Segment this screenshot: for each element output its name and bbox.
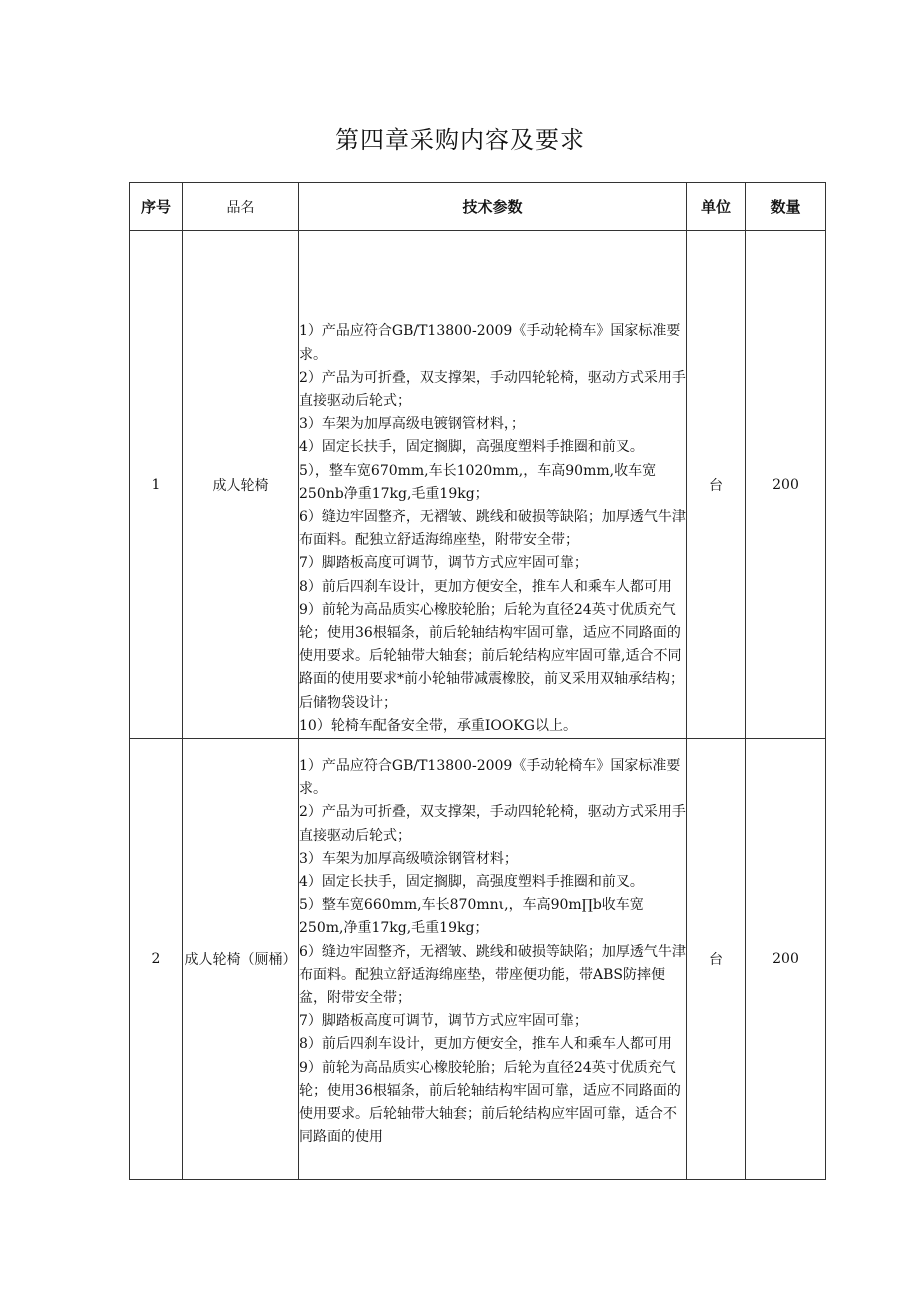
spec-line: 3）车架为加厚高级电镀钢管材料，； <box>299 416 525 433</box>
spec-line: 2）产品为可折叠，双支撑架，手动四轮轮椅，驱动方式采用手直接驱动后轮式； <box>299 369 686 409</box>
row-unit: 台 <box>687 231 746 739</box>
row-spec <box>299 231 687 739</box>
header-index: 序号 <box>130 183 183 231</box>
procurement-table <box>129 182 826 1180</box>
spec-line: 4）固定长扶手，固定搁脚，高强度塑料手推圈和前叉。 <box>299 874 644 891</box>
spec-line: 8）前后四刹车设计，更加方便安全，推车人和乘车人都可用 <box>299 578 672 595</box>
spec-line: 10）轮椅车配备安全带，承重IOOKG以上。 <box>299 717 577 734</box>
table-row <box>130 739 826 1180</box>
spec-line: 8）前后四刹车设计，更加方便安全，推车人和乘车人都可用 <box>299 1036 672 1053</box>
spec-line: 3）车架为加厚高级喷涂钢管材料； <box>299 850 518 867</box>
table-row <box>130 231 826 739</box>
header-name: 品名 <box>183 183 299 231</box>
row-unit: 台 <box>687 739 746 1180</box>
row-spec <box>299 739 687 1180</box>
row-index: 2 <box>130 739 183 1180</box>
row-index: 1 <box>130 231 183 739</box>
spec-line: 7）脚踏板高度可调节，调节方式应牢固可靠； <box>299 555 588 572</box>
spec-line: 6）缝边牢固整齐，无褶皱、跳线和破损等缺陷；加厚透气牛津布面料。配独立舒适海绵座垫，附带安全带； <box>299 508 686 549</box>
spec-line: 9）前轮为高品质实心橡胶轮胎；后轮为直径24英寸优质充气轮；使用36根辐条，前后轮轴结构牢固可靠，适应不同路面的使用要求。后轮轴带大轴套；前后轮结构应牢固可靠,适合不同路面的使用要求*前小轮轴带减震橡胶，前叉采用双轴承结构；后储物袋设计； <box>299 601 684 711</box>
row-qty: 200 <box>746 739 826 1180</box>
spec-line: 1）产品应符合GB/T13800-2009《手动轮椅车》国家标准要求。 <box>299 323 681 363</box>
spec-line: 5）整车宽660mm,车长870mnι,，车高90m∏b收车宽250m,净重17kg,毛重19kg； <box>299 897 644 937</box>
row-name: 成人轮椅（厕桶） <box>183 739 299 1180</box>
header-qty: 数量 <box>746 183 826 231</box>
spec-line: 5），整车宽670mm,车长1020mm,，车高90mm,收车宽250nb净重17kg,毛重19kg； <box>299 462 657 502</box>
row-name: 成人轮椅 <box>183 231 299 739</box>
header-unit: 单位 <box>687 183 746 231</box>
spec-line: 7）脚踏板高度可调节，调节方式应牢固可靠； <box>299 1013 588 1030</box>
page-title: 第四章采购内容及要求 <box>335 126 585 154</box>
row-qty: 200 <box>746 231 826 739</box>
spec-line: 2）产品为可折叠，双支撑架，手动四轮轮椅，驱动方式采用手直接驱动后轮式； <box>299 804 686 844</box>
header-spec: 技术参数 <box>299 183 687 231</box>
spec-line: 1）产品应符合GB/T13800-2009《手动轮椅车》国家标准要求。 <box>299 758 681 798</box>
spec-line: 4）固定长扶手，固定搁脚，高强度塑料手推圈和前叉。 <box>299 439 644 456</box>
spec-line: 6）缝边牢固整齐，无褶皱、跳线和破损等缺陷；加厚透气牛津布面料。配独立舒适海绵座垫，带座便功能，带ABS防摔便盆，附带安全带； <box>299 943 686 1007</box>
spec-line: 9）前轮为高品质实心橡胶轮胎；后轮为直径24英寸优质充气轮；使用36根辐条，前后轮轴结构牢固可靠，适应不同路面的使用要求。后轮轴带大轴套；前后轮结构应牢固可靠，适合不同路面的使用 <box>299 1059 681 1146</box>
table-header-row <box>130 183 826 231</box>
